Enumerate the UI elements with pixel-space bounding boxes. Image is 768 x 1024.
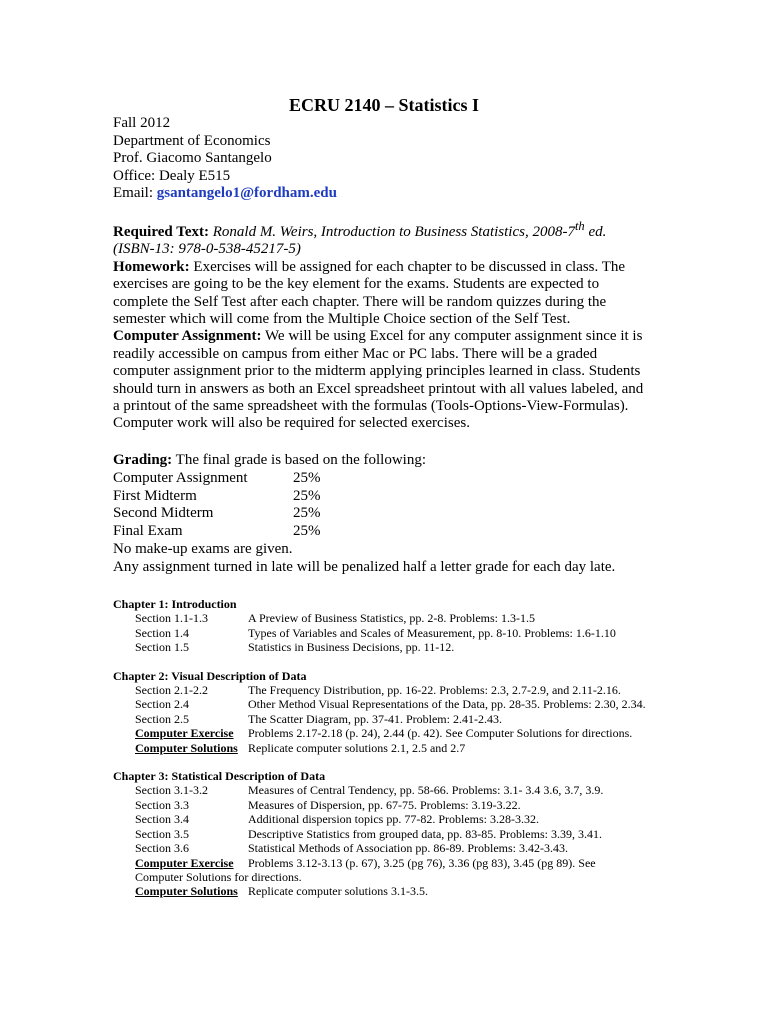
section-name: Section 3.1-3.2 (135, 783, 208, 798)
email-label: Email: (113, 185, 157, 201)
section-name: Section 2.4 (135, 697, 189, 712)
computer-assignment-paragraph (113, 328, 653, 432)
computer-exercise-text: Problems 2.17-2.18 (p. 24), 2.44 (p. 42). See Computer Solutions for directions. (248, 726, 633, 741)
computer-exercise-row (113, 856, 673, 870)
section-row (113, 640, 673, 654)
chapter-2 (113, 669, 673, 755)
computer-assignment-label: Computer Assignment: (113, 328, 262, 345)
section-row (113, 798, 673, 812)
required-text-label: Required Text: (113, 224, 209, 240)
required-text-title: Ronald M. Weirs, Introduction to Business Statistics, 2008-7 (208, 224, 575, 240)
required-text-isbn: (ISBN-13: 978-0-538-45217-5) (113, 241, 301, 258)
grading-item-name: Second Midterm (113, 505, 214, 522)
section-desc: Measures of Central Tendency, pp. 58-66. Problems: 3.1- 3.4 3.6, 3.7, 3.9. (248, 783, 604, 798)
section-row (113, 712, 673, 726)
section-name: Section 3.5 (135, 826, 189, 841)
section-desc: Descriptive Statistics from grouped data, pp. 83-85. Problems: 3.39, 3.41. (248, 826, 602, 841)
grading-note-makeup: No make-up exams are given. (113, 540, 293, 557)
computer-solutions-row (113, 884, 673, 898)
chapter-title: Chapter 2: Visual Description of Data (113, 668, 307, 683)
section-name: Section 2.1-2.2 (135, 683, 208, 698)
department: Department of Economics (113, 132, 271, 149)
grading-item-pct: 25% (293, 505, 321, 522)
chapter-1 (113, 597, 673, 655)
required-text-edition: ed. (584, 224, 607, 240)
section-desc: Statistics in Business Decisions, pp. 11-12. (248, 640, 455, 655)
grading-item-pct: 25% (293, 523, 321, 540)
section-row (113, 827, 673, 841)
email-line (113, 185, 337, 203)
grading-note-late: Any assignment turned in late will be penalized half a letter grade for each day late. (113, 558, 616, 575)
section-desc: Measures of Dispersion, pp. 67-75. Problems: 3.19-3.22. (248, 797, 521, 812)
course-header (113, 115, 337, 203)
section-row (113, 697, 673, 711)
professor: Prof. Giacomo Santangelo (113, 150, 272, 166)
computer-solutions-label: Computer Solutions (135, 884, 238, 899)
section-name: Section 1.5 (135, 640, 189, 655)
computer-solutions-text: Replicate computer solutions 3.1-3.5. (248, 884, 428, 899)
required-text-sup: th (574, 219, 585, 233)
section-name: Section 3.3 (135, 797, 189, 812)
section-desc: A Preview of Business Statistics, pp. 2-8. Problems: 1.3-1.5 (248, 611, 535, 626)
grading-item-pct: 25% (293, 487, 321, 504)
computer-exercise-label: Computer Exercise (135, 726, 234, 741)
section-desc: Statistical Methods of Association pp. 86-89. Problems: 3.42-3.43. (248, 841, 568, 856)
section-desc: Additional dispersion topics pp. 77-82. Problems: 3.28-3.32. (248, 812, 539, 827)
chapter-title: Chapter 1: Introduction (113, 597, 237, 611)
course-info (113, 218, 653, 433)
section-desc: The Scatter Diagram, pp. 37-41. Problem: 2.41-2.43. (248, 711, 502, 726)
grading-row (113, 505, 615, 523)
grading-row (113, 470, 615, 488)
computer-exercise-label: Computer Exercise (135, 855, 234, 870)
grading-label: Grading: (113, 452, 173, 468)
homework-text: Exercises will be assigned for each chapter to be discussed in class. The exercises are going to be the key element for the exams. Students are expected to complete the Self Test after each chapter. There will be random quizzes during the semester which will come from the Multiple Choice section of the Self Test. (113, 258, 626, 328)
computer-exercise-text: Problems 3.12-3.13 (p. 67), 3.25 (pg 76), 3.36 (pg 83), 3.45 (pg 89). See (248, 855, 596, 870)
computer-solutions-text: Replicate computer solutions 2.1, 2.5 and 2.7 (248, 740, 466, 755)
required-text (113, 218, 653, 259)
section-row (113, 626, 673, 640)
grading-item-name: First Midterm (113, 487, 197, 504)
section-name: Section 3.4 (135, 812, 189, 827)
section-row (113, 611, 673, 625)
grading-row (113, 523, 615, 541)
section-desc: Other Method Visual Representations of the Data, pp. 28-35. Problems: 2.30, 2.34. (248, 697, 646, 712)
section-desc: Types of Variables and Scales of Measurement, pp. 8-10. Problems: 1.6-1.10 (248, 625, 616, 640)
computer-exercise-row (113, 726, 673, 740)
email-link[interactable]: gsantangelo1@fordham.edu (156, 185, 337, 201)
office: Office: Dealy E515 (113, 167, 231, 184)
grading-section (113, 452, 615, 577)
computer-assignment-text: We will be using Excel for any computer assignment since it is readily accessible on campus from either Mac or PC labs. There will be a graded computer assignment prior to the midterm applying principles learned in class. Students should turn in answers as both an Excel spreadsheet printout with all values labeled, and a printout of the same spreadsheet with the formulas (Tools-Options-View-Formulas). Computer work will also be required for selected exercises. (113, 328, 644, 432)
section-name: Section 2.5 (135, 711, 189, 726)
section-name: Section 3.6 (135, 841, 189, 856)
computer-solutions-row (113, 741, 673, 755)
homework-label: Homework: (113, 258, 190, 275)
section-name: Section 1.1-1.3 (135, 611, 208, 626)
homework-paragraph (113, 259, 653, 329)
computer-solutions-label: Computer Solutions (135, 740, 238, 755)
section-row (113, 841, 673, 855)
chapter-schedule (113, 597, 673, 913)
grading-item-name: Computer Assignment (113, 469, 248, 486)
course-title: ECRU 2140 – Statistics I (288, 95, 479, 115)
section-row (113, 783, 673, 797)
section-desc: The Frequency Distribution, pp. 16-22. Problems: 2.3, 2.7-2.9, and 2.11-2.16. (248, 683, 621, 698)
computer-exercise-continued: Computer Solutions for directions. (135, 869, 302, 884)
section-row (113, 812, 673, 826)
section-name: Section 1.4 (135, 625, 189, 640)
section-row (113, 683, 673, 697)
grading-item-name: Final Exam (113, 523, 183, 540)
term: Fall 2012 (113, 115, 171, 131)
grading-row (113, 488, 615, 506)
chapter-3 (113, 769, 673, 899)
grading-intro-line (113, 452, 615, 470)
grading-item-pct: 25% (293, 469, 321, 486)
chapter-title: Chapter 3: Statistical Description of Data (113, 769, 326, 784)
grading-intro: The final grade is based on the following: (172, 452, 427, 468)
